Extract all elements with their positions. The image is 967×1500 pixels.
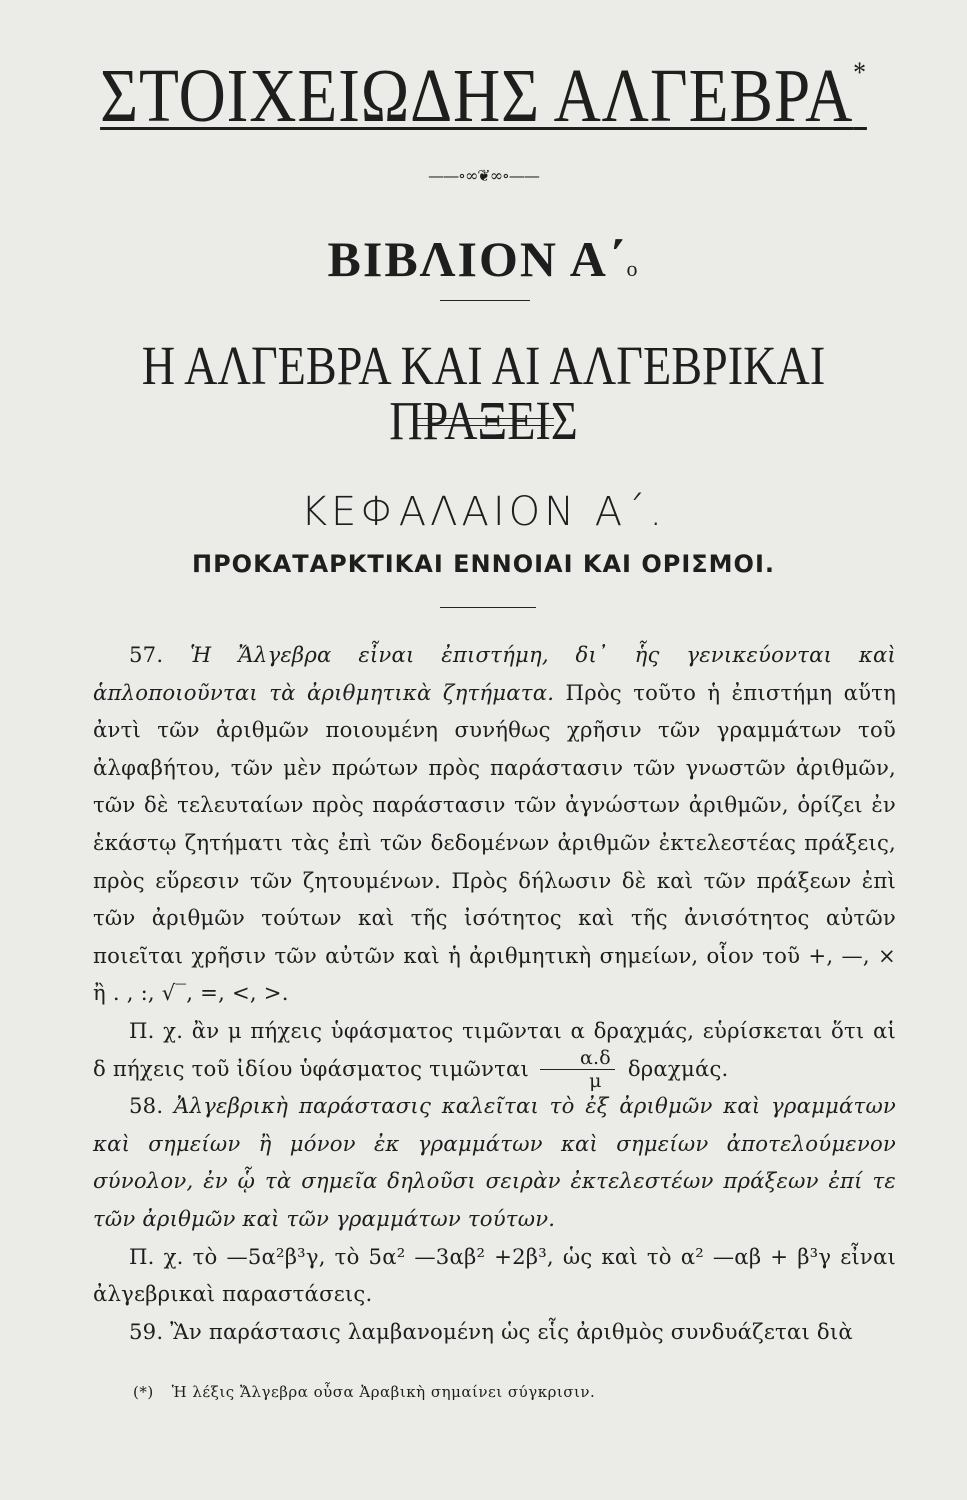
paragraph-59-text: Ἂν παράστασις λαμβανομένη ὡς εἷς ἀριθμὸς συνδυάζεται διὰ [170,1318,853,1344]
fraction [540,1049,615,1091]
example-57-text: Π. χ. ἂν μ πήχεις ὑφάσματος τιμῶνται α δραχμάς, εὑρίσκεται ὅτι αἱ δ πήχεις τοῦ ἰδίου ὑφάσματος τιμῶνται [93,1017,896,1081]
footnote-text: Ἡ λέξις Ἄλγεβρα οὖσα Ἀραβικὴ σημαίνει σύγκρισιν. [171,1383,596,1401]
chapter-heading: ΚΕΦΑΛΑΙΟΝ Α΄. [300,489,667,535]
footnote [133,1383,595,1401]
book-title-dot: o [626,256,640,281]
paragraph-59 [93,1313,896,1351]
paragraph-58 [93,1087,896,1237]
double-rule-lower [414,425,554,426]
example-57 [93,1012,896,1093]
double-rule-upper [414,418,554,419]
definition-algebra: Ἡ Ἄλγεβρα εἶναι ἐπιστήμη, δι᾽ ἧς γενικεύονται καὶ ἁπλοποιοῦνται τὰ ἀριθμητικὰ ζητήματα. [93,642,896,705]
section-number-57: 57. [129,642,164,667]
paragraph-57 [93,636,896,1012]
part-title: Η ΑΛΓΕΒΡΑ ΚΑΙ ΑΙ ΑΛΓΕΒΡΙΚΑΙ ΠΡΑΞΕΙΣ [141,335,826,451]
footnote-asterisk: * [853,56,867,89]
main-title-text: ΣΤΟΙΧΕΙΩΔΗΣ ΑΛΓΕΒΡΑ [100,54,854,138]
rule-under-book-title [440,300,530,301]
example-58: Π. χ. τὸ —5α²β³γ, τὸ 5α² —3αβ² +2β³, ὡς καὶ τὸ α² —αβ + β³γ εἶναι ἀλγεβρικαὶ παραστάσεις. [93,1243,896,1307]
rule-under-subtitle [440,607,536,608]
section-number-59: 59. [129,1318,164,1344]
body-text [93,636,896,1350]
example-57-end: δραχμάς. [627,1055,729,1081]
book-title-text: ΒΙΒΛΙΟΝ Α΄ [327,231,627,287]
title-ornament: ——∘∞❦∞∘—— [428,166,539,185]
chapter-subtitle: ΠΡΟΚΑΤΑΡΚΤΙΚΑΙ ΕΝΝΟΙΑΙ ΚΑΙ ΟΡΙΣΜΟΙ. [191,550,775,578]
footnote-mark: (*) [133,1383,154,1401]
book-title [0,231,967,287]
paragraph-57-text: Πρὸς τοῦτο ἡ ἐπιστήμη αὕτη ἀντὶ τῶν ἀριθμῶν ποιουμένη συνήθως χρῆσιν τῶν γραμμάτων τοῦ ἀλφαβήτου, τῶν μὲν πρώτων πρὸς παράστασιν τῶν γνωστῶν ἀριθμῶν, τῶν δὲ τελευταίων πρὸς παράστασιν τῶν ἀγνώστων ἀριθμῶν, ὁρίζει ἐν ἑκάστῳ ζητήματι τὰς ἐπὶ τῶν δεδομένων ἀριθμῶν ἐκτελεστέας πράξεις, πρὸς εὕρεσιν τῶν ζητουμένων. Πρὸς δήλωσιν δὲ καὶ τῶν πράξεων ἐπὶ τῶν ἀριθμῶν τούτων καὶ τῆς ἰσότητος καὶ τῆς ἀνισότητος αὐτῶν ποιεῖται χρῆσιν τῶν αὐτῶν καὶ ἡ ἀριθμητικὴ σημείων, οἷον τοῦ +, —, × ἢ . , :, √‾, =, <, >. [93,679,896,1006]
fraction-denominator: μ [589,1070,602,1093]
definition-algebraic-expression: Ἀλγεβρικὴ παράστασις καλεῖται τὸ ἐξ ἀριθμῶν καὶ γραμμάτων καὶ σημείων ἢ μόνον ἐκ γραμμάτων καὶ σημείων ἀποτελούμενον σύνολον, ἐν ᾧ τὰ σημεῖα δηλοῦσι σειρὰν ἐκτελεστέων πράξεων ἐπί τε τῶν ἀριθμῶν καὶ τῶν γραμμάτων τούτων. [93,1093,897,1231]
main-title [68,54,900,138]
fraction-numerator: α.δ [540,1049,615,1070]
section-number-58: 58. [129,1093,164,1119]
